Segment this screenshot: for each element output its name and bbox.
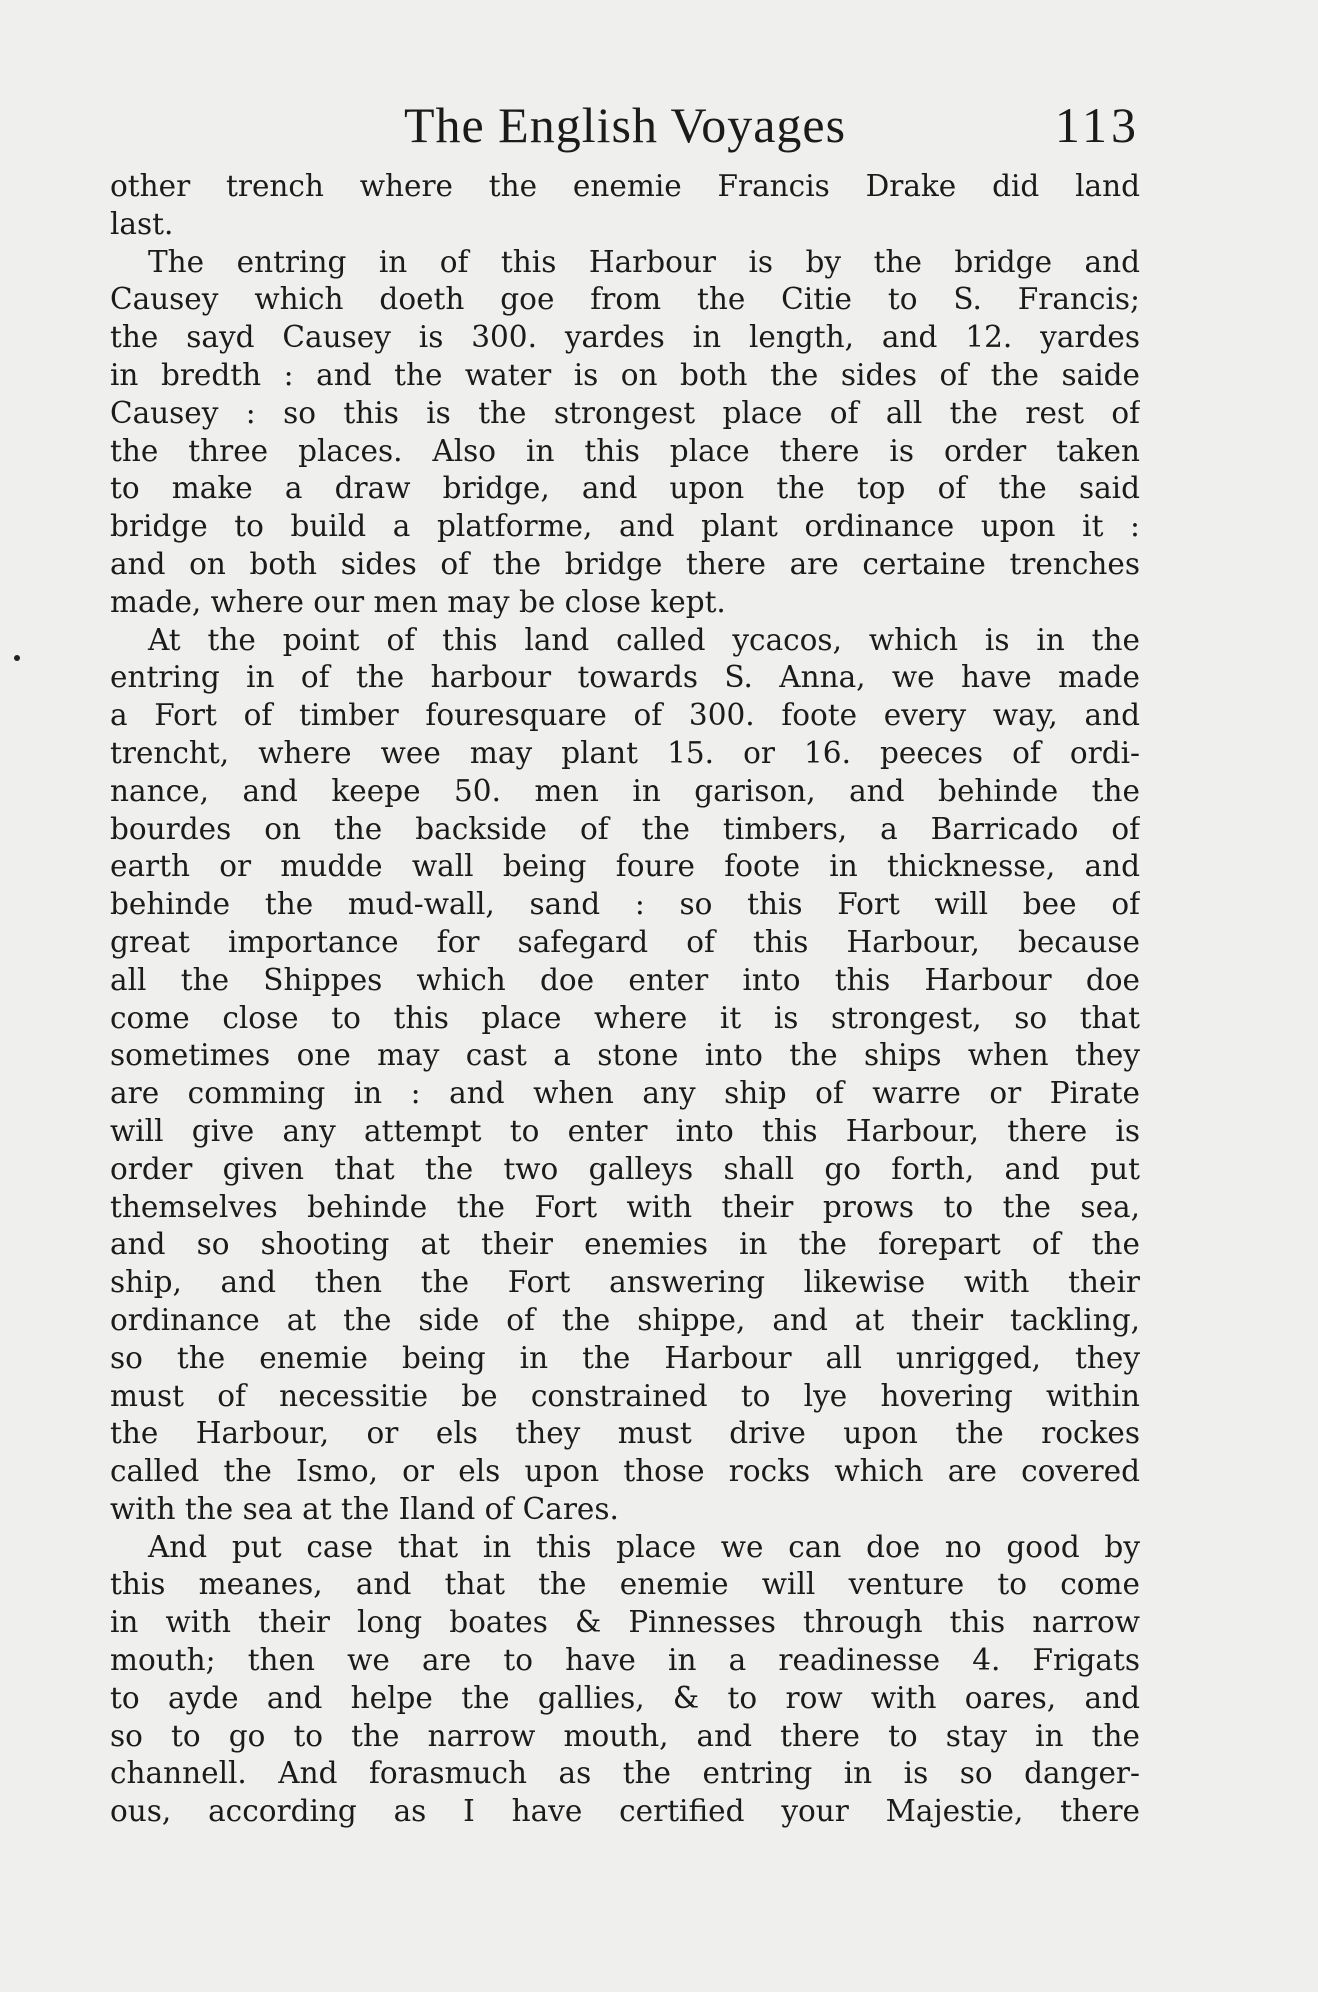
page-number: 113 [1054,97,1140,153]
body-text [110,168,1140,1831]
text-line: behinde the mud-wall, sand : so this Fort will bee of [110,887,1140,922]
text-line: so the enemie being in the Harbour all unrigged, they [110,1340,1140,1375]
text-line: a Fort of timber fouresquare of 300. foote every way, and [110,698,1140,733]
text-line: made, where our men may be close kept. [110,584,726,619]
text-line: Causey : so this is the strongest place of all the rest of [110,395,1140,430]
text-line: the three places. Also in this place there is order taken [110,433,1140,468]
text-line: the Harbour, or els they must drive upon the rockes [110,1416,1140,1451]
text-line: with the sea at the Iland of Cares. [110,1491,619,1526]
paragraph-start-line: At the point of this land called ycacos, which is in the [148,622,1140,657]
text-line: ous, according as I have certified your Majestie, there [110,1794,1140,1829]
text-line: to make a draw bridge, and upon the top of the said [110,471,1140,506]
text-line: great importance for safegard of this Harbour, because [110,924,1140,959]
text-line: ordinance at the side of the shippe, and at their tackling, [110,1302,1140,1337]
text-line: in bredth : and the water is on both the sides of the saide [110,357,1140,392]
paragraph-start-line: And put case that in this place we can doe no good by [148,1529,1140,1564]
text-line: themselves behinde the Fort with their prows to the sea, [110,1189,1140,1224]
text-line: and on both sides of the bridge there are certaine trenches [110,546,1140,581]
text-line: this meanes, and that the enemie will venture to come [110,1567,1140,1602]
text-line: other trench where the enemie Francis Drake did land [110,169,1140,203]
text-line: ship, and then the Fort answering likewise with their [110,1265,1140,1300]
text-line: channell. And forasmuch as the entring in is so danger- [110,1756,1140,1791]
text-line: mouth; then we are to have in a readinesse 4. Frigats [110,1643,1140,1678]
text-line: so to go to the narrow mouth, and there to stay in the [110,1718,1140,1753]
running-header [110,96,1140,156]
paragraph-start-line: The entring in of this Harbour is by the bridge and [148,244,1140,279]
text-line: earth or mudde wall being foure foote in thicknesse, and [110,849,1140,884]
text-line: the sayd Causey is 300. yardes in length, and 12. yardes [110,320,1140,355]
text-line: must of necessitie be constrained to lye hovering within [110,1378,1140,1413]
text-line: order given that the two galleys shall go forth, and put [110,1151,1140,1186]
text-line: are comming in : and when any ship of warre or Pirate [110,1076,1140,1111]
text-line: bridge to build a platforme, and plant ordinance upon it : [110,509,1140,544]
text-line: trencht, where wee may plant 15. or 16. peeces of ordi- [110,735,1140,770]
text-line: Causey which doeth goe from the Citie to S. Francis; [110,282,1140,317]
text-line: come close to this place where it is strongest, so that [110,1000,1140,1035]
margin-dot [14,655,20,661]
text-line: in with their long boates & Pinnesses through this narrow [110,1605,1140,1640]
text-line: entring in of the harbour towards S. Anna, we have made [110,660,1140,695]
text-line: sometimes one may cast a stone into the ships when they [110,1038,1140,1073]
text-line: and so shooting at their enemies in the forepart of the [110,1227,1140,1262]
text-line: to ayde and helpe the gallies, & to row with oares, and [110,1680,1140,1715]
page-title: The English Voyages [403,97,847,153]
text-line: last. [110,206,174,241]
text-line: called the Ismo, or els upon those rocks which are covered [110,1454,1140,1489]
text-line: will give any attempt to enter into this Harbour, there is [110,1113,1140,1148]
text-line: all the Shippes which doe enter into this Harbour doe [110,962,1140,997]
text-line: nance, and keepe 50. men in garison, and behinde the [110,773,1140,808]
text-line: bourdes on the backside of the timbers, a Barricado of [110,811,1140,846]
